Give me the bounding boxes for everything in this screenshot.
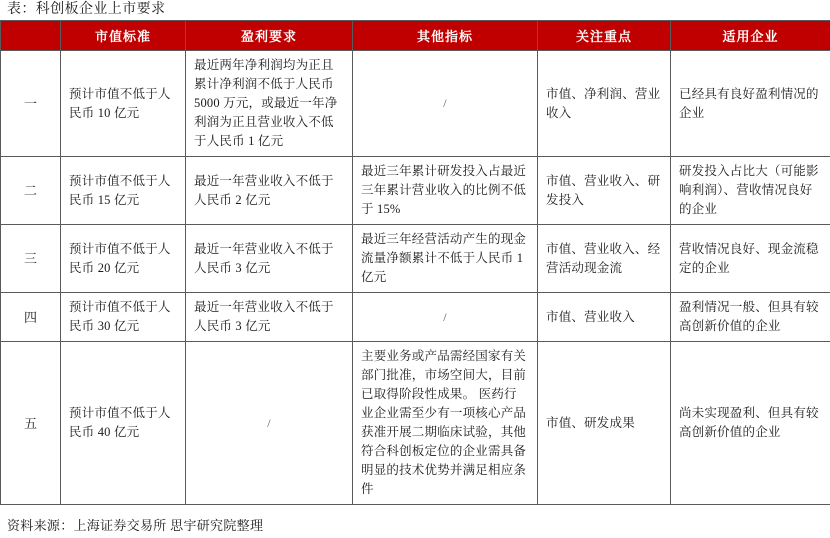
cell-applicable: 尚未实现盈利、但具有较高创新价值的企业 — [671, 342, 830, 505]
row-index: 四 — [1, 293, 61, 342]
table-body — [1, 51, 830, 505]
cell-profit: 最近两年净利润均为正且累计净利润不低于人民币 5000 万元，或最近一年净利润为正且营业收入不低于人民币 1 亿元 — [186, 51, 353, 157]
cell-focus: 市值、营业收入 — [538, 293, 671, 342]
cell-market-value: 预计市值不低于人民币 10 亿元 — [61, 51, 186, 157]
column-header-focus: 关注重点 — [538, 21, 671, 51]
source-note: 资料来源：上海证券交易所 思宇研究院整理 — [7, 518, 264, 533]
column-header-other: 其他指标 — [353, 21, 538, 51]
cell-profit: 最近一年营业收入不低于人民币 3 亿元 — [186, 225, 353, 293]
cell-market-value: 预计市值不低于人民币 15 亿元 — [61, 157, 186, 225]
cell-other: / — [353, 51, 538, 157]
row-index: 一 — [1, 51, 61, 157]
cell-applicable: 盈利情况一般、但具有较高创新价值的企业 — [671, 293, 830, 342]
cell-other: 最近三年累计研发投入占最近三年累计营业收入的比例不低于 15% — [353, 157, 538, 225]
cell-market-value: 预计市值不低于人民币 30 亿元 — [61, 293, 186, 342]
table-row — [1, 157, 830, 225]
cell-applicable: 已经具有良好盈利情况的企业 — [671, 51, 830, 157]
cell-applicable: 研发投入占比大（可能影响利润）、营收情况良好的企业 — [671, 157, 830, 225]
column-header-profit: 盈利要求 — [186, 21, 353, 51]
table-header — [1, 21, 830, 51]
cell-market-value: 预计市值不低于人民币 20 亿元 — [61, 225, 186, 293]
cell-focus: 市值、营业收入、研发投入 — [538, 157, 671, 225]
column-header-applicable: 适用企业 — [671, 21, 830, 51]
cell-other: 最近三年经营活动产生的现金流量净额累计不低于人民币 1 亿元 — [353, 225, 538, 293]
table-row — [1, 225, 830, 293]
cell-profit: 最近一年营业收入不低于人民币 3 亿元 — [186, 293, 353, 342]
cell-profit: / — [186, 342, 353, 505]
cell-applicable: 营收情况良好、现金流稳定的企业 — [671, 225, 830, 293]
cell-focus: 市值、研发成果 — [538, 342, 671, 505]
table-row — [1, 293, 830, 342]
cell-focus: 市值、净利润、营业收入 — [538, 51, 671, 157]
table-row — [1, 342, 830, 505]
cell-other: / — [353, 293, 538, 342]
row-index: 三 — [1, 225, 61, 293]
cell-focus: 市值、营业收入、经营活动现金流 — [538, 225, 671, 293]
cell-market-value: 预计市值不低于人民币 40 亿元 — [61, 342, 186, 505]
column-header-market-value: 市值标准 — [61, 21, 186, 51]
row-index: 五 — [1, 342, 61, 505]
row-index: 二 — [1, 157, 61, 225]
cell-profit: 最近一年营业收入不低于人民币 2 亿元 — [186, 157, 353, 225]
page-title: 表：科创板企业上市要求 — [7, 2, 166, 17]
column-header-index — [1, 21, 61, 51]
table-row — [1, 51, 830, 157]
listing-requirements-table — [0, 20, 830, 505]
table-header-row — [1, 21, 830, 51]
cell-other: 主要业务或产品需经国家有关部门批准，市场空间大，目前已取得阶段性成果。 医药行业企业需至少有一项核心产品获准开展二期临床试验，其他符合科创板定位的企业需具备明显的技术优势并满足相应条件 — [353, 342, 538, 505]
